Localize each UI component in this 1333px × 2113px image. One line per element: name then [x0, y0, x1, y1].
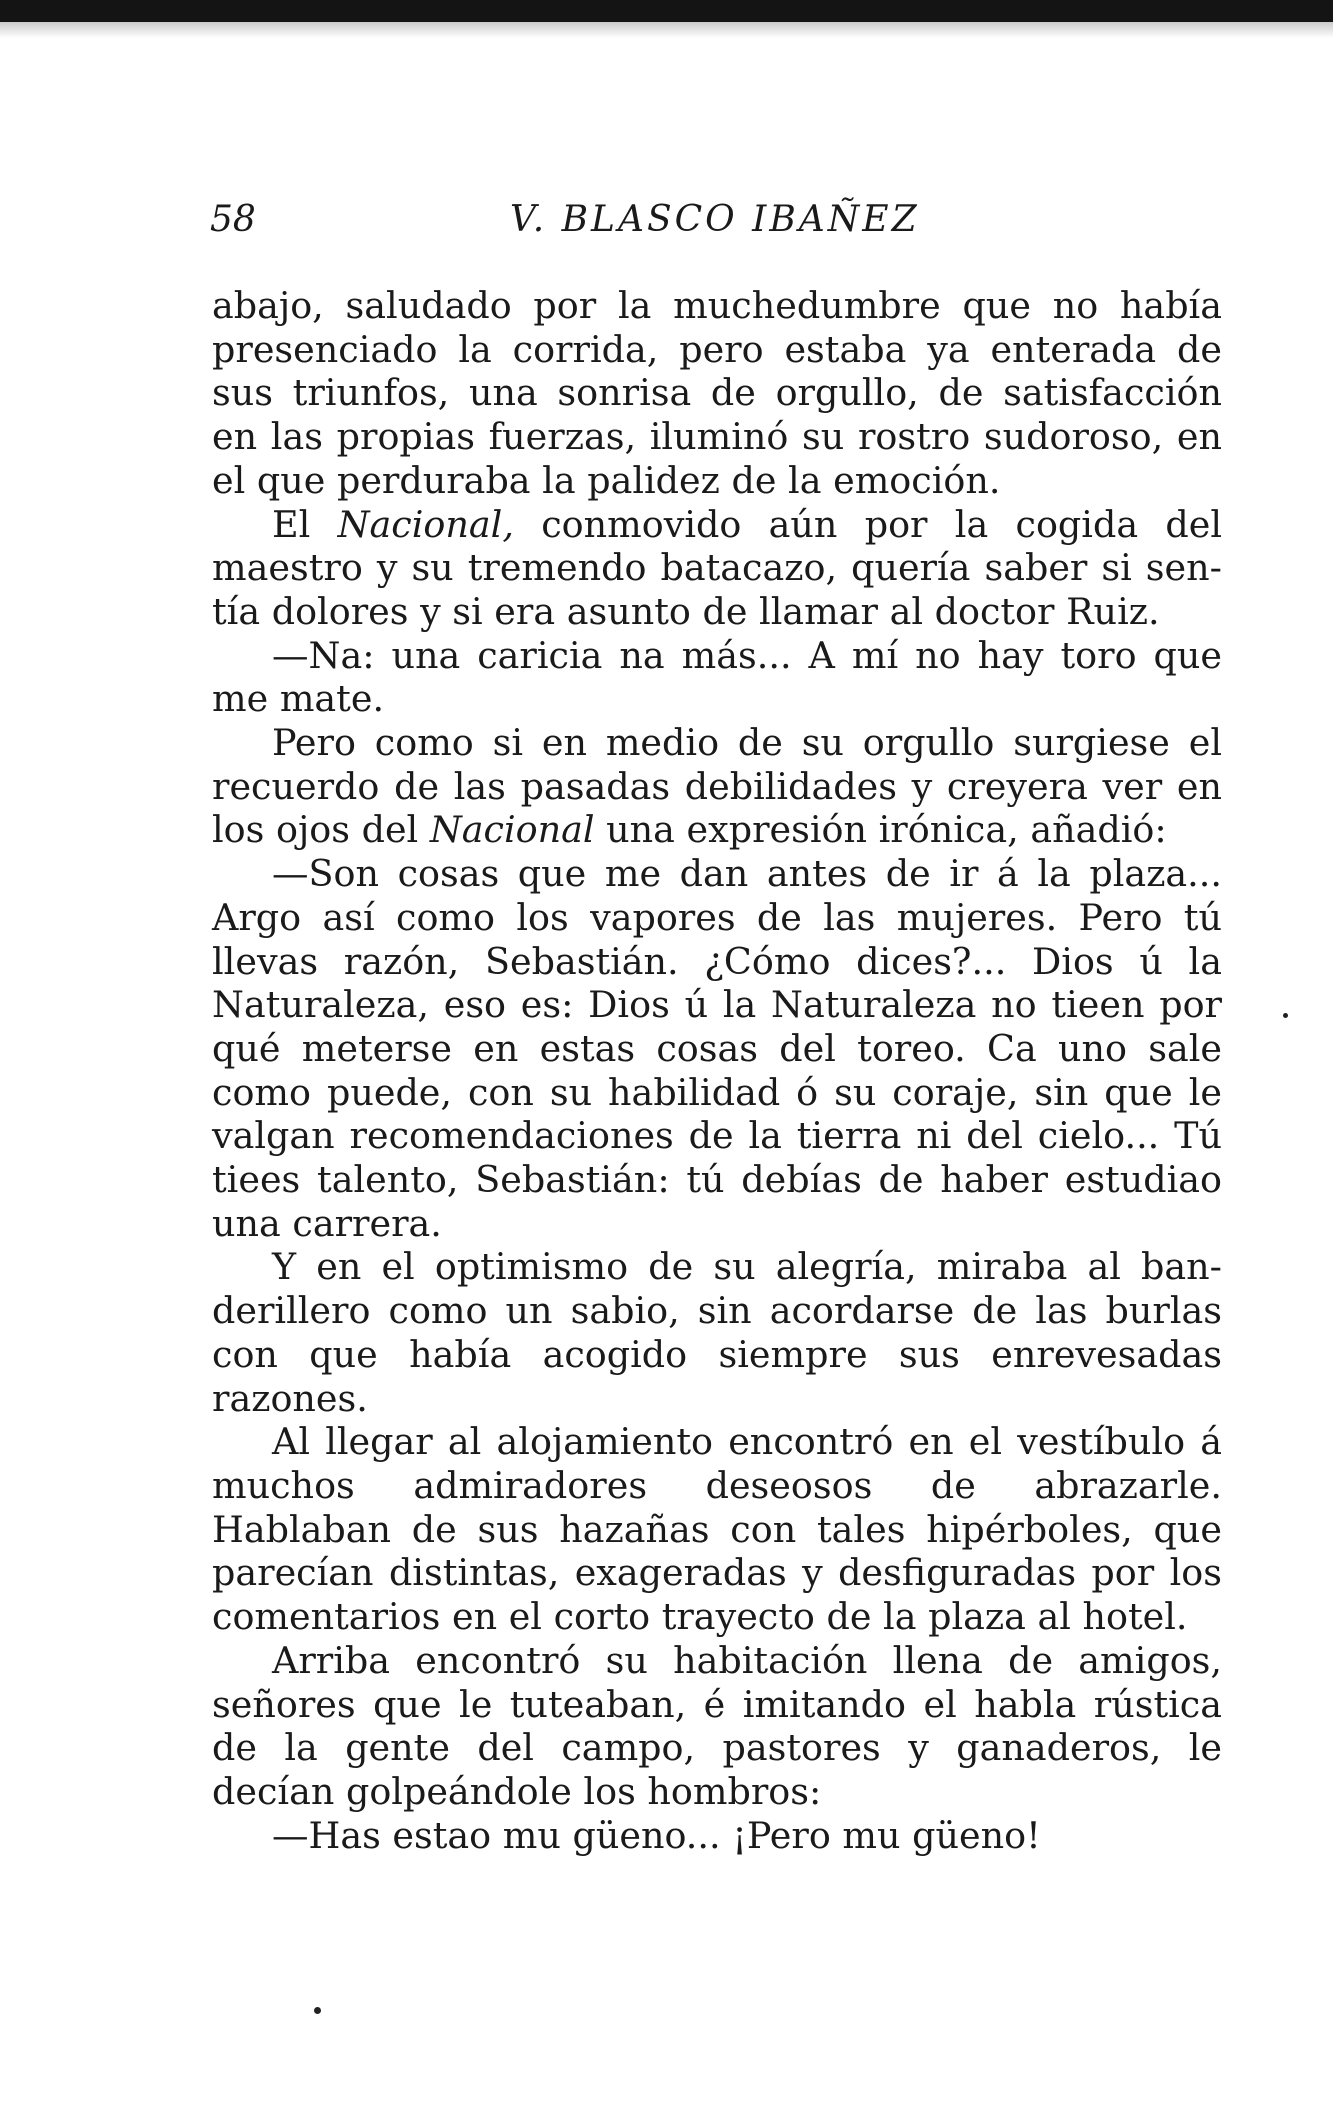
- top-scan-border: [0, 0, 1333, 22]
- paragraph-4-lead: Pero como si en medio de su orgullo surgiese el recuerdo de las pasadas debilidades y creyera ver en los ojos del: [212, 721, 1222, 852]
- paragraph-2-lead: El: [272, 502, 338, 546]
- paragraph-9: —Has estao mu güeno... ¡Pero mu güeno!: [272, 1813, 1041, 1857]
- paragraph-4: [212, 721, 1222, 852]
- paragraph-6: Y en el optimismo de su alegría, miraba al banderillero como un sabio, sin acordarse de las burlas con que había acogido siempre sus enrevesadas razones.: [212, 1245, 1222, 1420]
- paragraph-5: —Son cosas que me dan antes de ir á la plaza... Argo así como los vapores de las mujeres. Pero tú llevas razón, Sebastián. ¿Cómo dices?... Dios ú la Naturaleza, eso es: Dios ú la Naturaleza no tieen por qué meterse en estas cosas del toreo. Ca uno sale como puede, con su habilidad ó su coraje, sin que le valgan recomendaciones de la tierra ni del cielo... Tú tiees talento, Sebastián: tú debías de haber estudiao una carrera.: [212, 852, 1222, 1245]
- paragraph-8: Arriba encontró su habitación llena de amigos, señores que le tuteaban, é imitando el habla rústica de la gente del campo, pastores y ganaderos, le decían golpeándole los hombros:: [212, 1638, 1222, 1813]
- page-number: 58: [210, 199, 256, 240]
- ink-speck: [1283, 1013, 1288, 1018]
- page-header: [210, 196, 1220, 256]
- paragraph-2-name: Nacional,: [337, 502, 514, 546]
- paragraph-4-name: Nacional: [429, 808, 595, 852]
- paragraph-2-rest: conmovido aún por la cogida del maestro y su tremendo batacazo, quería saber si sentía dolores y si era asunto de llamar al doctor Ruiz.: [212, 502, 1223, 633]
- running-title: V. BLASCO IBAÑEZ: [510, 199, 920, 240]
- paragraph-3: —Na: una caricia na más... A mí no hay toro que me mate.: [212, 633, 1222, 721]
- paragraph-4-rest: una expresión irónica, añadió:: [594, 808, 1167, 852]
- paragraph-2: [212, 503, 1222, 634]
- top-scan-shadow: [0, 22, 1333, 38]
- paragraph-7: Al llegar al alojamiento encontró en el vestíbulo á muchos admiradores deseosos de abrazarle. Hablaban de sus hazañas con tales hipérboles, que parecían distintas, exageradas y desfiguradas por los comentarios en el corto trayecto de la plaza al hotel.: [212, 1420, 1222, 1639]
- ink-speck: [314, 2007, 321, 2014]
- body-text: [212, 284, 1222, 1857]
- paragraph-1: abajo, saludado por la muchedumbre que no había presenciado la corrida, pero estaba ya enterada de sus triunfos, una sonrisa de orgullo, de satisfacción en las propias fuerzas, iluminó su rostro sudoroso, en el que perduraba la palidez de la emoción.: [212, 284, 1222, 502]
